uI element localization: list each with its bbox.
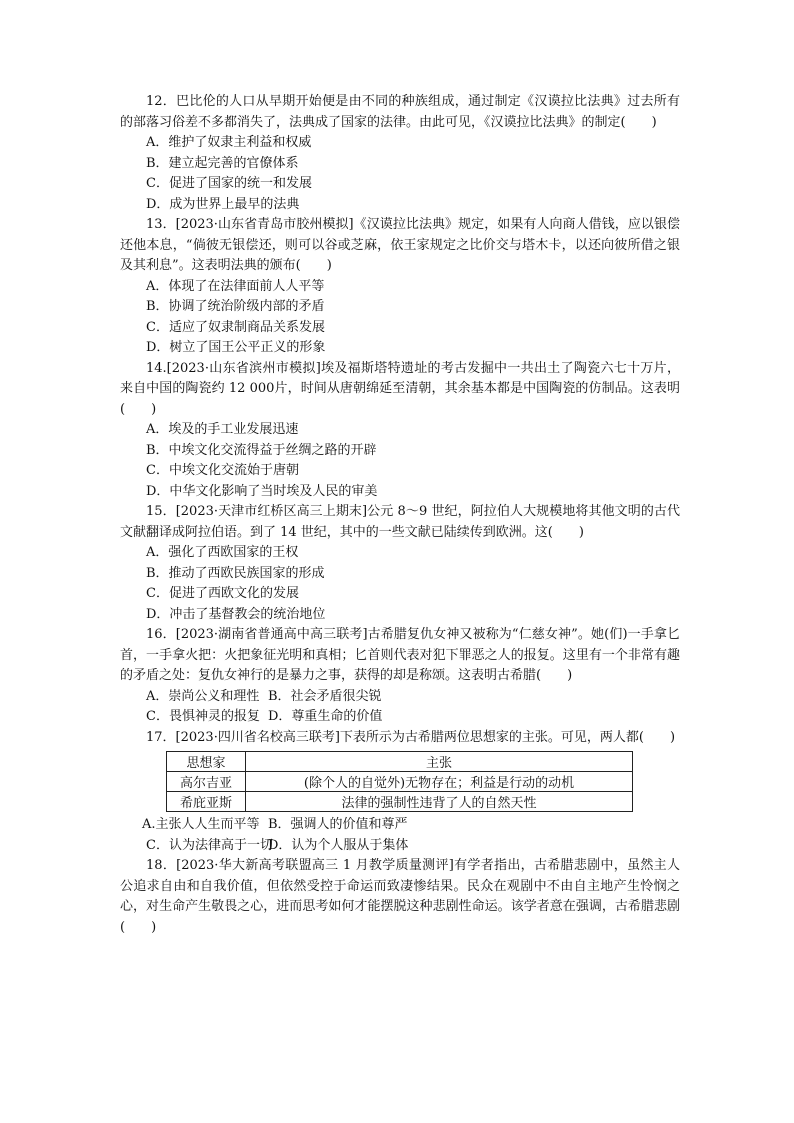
option-row bbox=[120, 836, 680, 857]
option-a: A．埃及的手工业发展迅速 bbox=[146, 422, 299, 437]
question-stem: 16．[2023·湖南省普通高中高三联考]古希腊复仇女神又被称为“仁慈女神”。她(们)一手拿匕首，一手拿火把：火把象征光明和真相；匕首则代表对犯下罪恶之人的报复。这里有一个非常有趣的矛盾之处：复仇女神行的是暴力之事，获得的却是称颂。这表明古希腊( ) bbox=[120, 627, 680, 683]
option-row bbox=[120, 815, 680, 836]
option-c: C．认为法律高于一切 bbox=[146, 837, 273, 853]
question-stem: 13．[2023·山东省青岛市胶州模拟]《汉谟拉比法典》规定，如果有人向商人借钱，应以银偿还他本息，“倘彼无银偿还，则可以谷或芝麻，依王家规定之比价交与塔木卡，以还向彼所借之银及其利息”。这表明法典的颁布( ) bbox=[120, 217, 680, 273]
question-list bbox=[120, 92, 680, 938]
thinkers-table bbox=[166, 751, 633, 812]
option-b: B．社会矛盾很尖锐 bbox=[268, 688, 382, 704]
question-16 bbox=[120, 625, 680, 728]
option-d: D．尊重生命的价值 bbox=[268, 709, 383, 724]
table-cell: 高尔吉亚 bbox=[167, 772, 246, 792]
option-c: C．适应了奴隶制商品关系发展 bbox=[146, 319, 325, 335]
option-d: D．冲击了基督教会的统治地位 bbox=[146, 606, 326, 622]
option-d: D．中华文化影响了当时埃及人民的审美 bbox=[146, 483, 378, 499]
option-c: C．促进了西欧文化的发展 bbox=[146, 586, 299, 601]
question-13 bbox=[120, 215, 680, 359]
option-b: B．协调了统治阶级内部的矛盾 bbox=[146, 299, 325, 314]
question-stem: 18．[2023·华大新高考联盟高三 1 月教学质量测评]有学者指出，古希腊悲剧中，虽然主人公追求自由和自我价值，但依然受控于命运而致凄惨结果。民众在观剧中不由自主地产生怜悯之心，对生命产生敬畏之心，进而思考如何才能摆脱这种悲剧性命运。该学者意在强调，古希腊悲剧( ) bbox=[120, 858, 680, 935]
table-header: 思想家 bbox=[167, 752, 246, 772]
option-d: D．认为个人服从于集体 bbox=[268, 837, 409, 853]
option-row bbox=[120, 687, 680, 708]
table-header: 主张 bbox=[246, 752, 633, 772]
option-a: A.主张人人生而平等 bbox=[142, 817, 260, 832]
option-d: D．成为世界上最早的法典 bbox=[146, 196, 300, 212]
question-17 bbox=[120, 728, 680, 857]
table-cell: 希庇亚斯 bbox=[167, 792, 246, 812]
question-18 bbox=[120, 856, 680, 938]
option-c: C．畏惧神灵的报复 bbox=[146, 709, 260, 724]
option-a: A．维护了奴隶主利益和权威 bbox=[146, 135, 312, 150]
option-c: C．促进了国家的统一和发展 bbox=[146, 176, 312, 191]
question-15 bbox=[120, 502, 680, 625]
question-stem: 15．[2023·天津市红桥区高三上期末]公元 8～9 世纪，阿拉伯人大规模地将其他文明的古代文献翻译成阿拉伯语。到了 14 世纪，其中的一些文献已陆续传到欧洲。这( ) bbox=[120, 504, 680, 540]
question-stem: 12．巴比伦的人口从早期开始便是由不同的种族组成，通过制定《汉谟拉比法典》过去所有的部落习俗差不多都消失了，法典成了国家的法律。由此可见，《汉谟拉比法典》的制定( ) bbox=[120, 94, 680, 130]
table-row bbox=[167, 772, 633, 792]
question-12 bbox=[120, 92, 680, 215]
option-a: A．体现了在法律面前人人平等 bbox=[146, 278, 325, 294]
question-stem: 14.[2023·山东省滨州市模拟]埃及福斯塔特遗址的考古发掘中一共出土了陶瓷六七十万片，来自中国的陶瓷约 12 000片，时间从唐朝绵延至清朝，其余基本都是中国陶瓷的仿制品。这表明( ) bbox=[120, 360, 680, 417]
table-row bbox=[167, 792, 633, 812]
table-cell: 法律的强制性违背了人的自然天性 bbox=[246, 792, 633, 812]
table-cell: (除个人的自觉外)无物存在；利益是行动的动机 bbox=[246, 772, 633, 792]
option-c: C．中埃文化交流始于唐朝 bbox=[146, 463, 299, 478]
option-b: B．推动了西欧民族国家的形成 bbox=[146, 565, 325, 581]
option-a: A．强化了西欧国家的王权 bbox=[146, 545, 299, 560]
option-a: A．崇尚公义和理性 bbox=[146, 688, 260, 704]
question-stem: 17．[2023·四川省名校高三联考]下表所示为古希腊两位思想家的主张。可见，两人都( ) bbox=[146, 729, 676, 745]
option-b: B．建立起完善的官僚体系 bbox=[146, 155, 299, 171]
question-14 bbox=[120, 359, 680, 503]
option-d: D．树立了国王公平正义的形象 bbox=[146, 340, 326, 355]
option-b: B．强调人的价值和尊严 bbox=[268, 817, 408, 832]
option-b: B．中埃文化交流得益于丝绸之路的开辟 bbox=[146, 442, 377, 458]
option-row bbox=[120, 707, 680, 728]
table-header-row bbox=[167, 752, 633, 772]
